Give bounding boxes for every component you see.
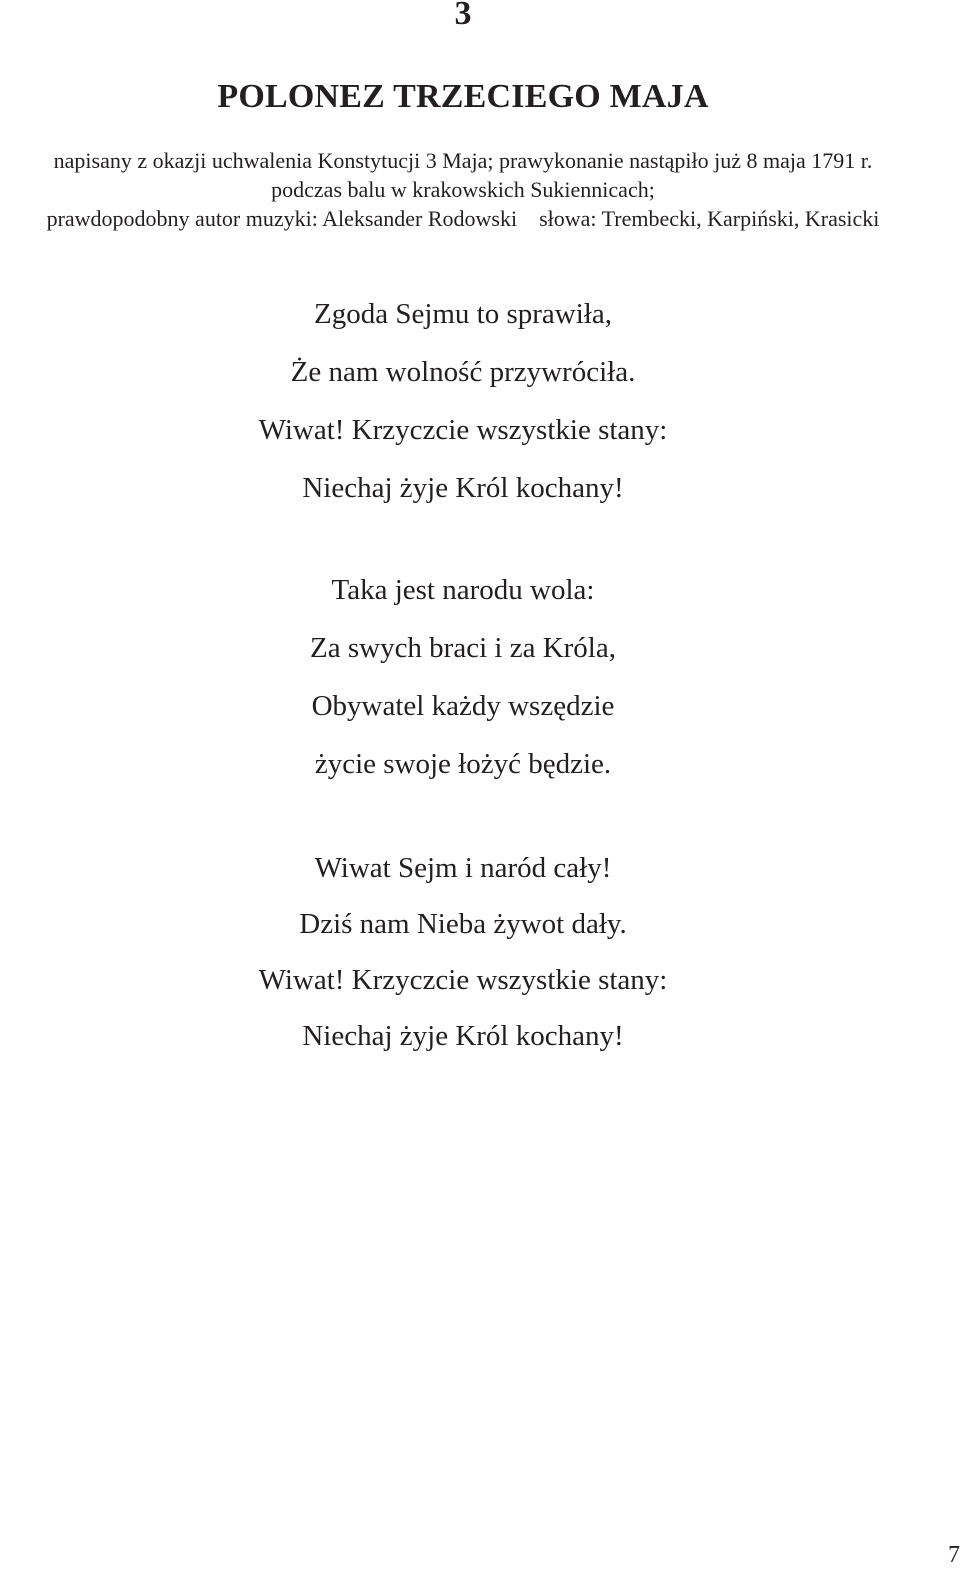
stanza-3	[0, 840, 926, 1064]
song-number: 3	[454, 0, 472, 32]
verse-line: Wiwat! Krzyczcie wszystkie stany:	[258, 414, 668, 446]
verse-line: Wiwat Sejm i naród cały!	[314, 852, 612, 884]
verse-line: Obywatel każdy wszędzie	[311, 690, 615, 722]
verse-line: Taka jest narodu wola:	[331, 574, 595, 606]
subtitle-line: podczas balu w krakowskich Sukiennicach;	[271, 177, 655, 202]
verse-line: życie swoje łożyć będzie.	[314, 748, 612, 780]
verse-line: Dziś nam Nieba żywot dały.	[299, 908, 627, 940]
subtitle-line: prawdopodobny autor muzyki: Aleksander Rodowski słowa: Trembecki, Karpiński, Krasicki	[46, 206, 880, 231]
stanza-1	[0, 285, 926, 517]
verse-line: Że nam wolność przywróciła.	[290, 356, 636, 388]
subtitle-line: napisany z okazji uchwalenia Konstytucji 3 Maja; prawykonanie nastąpiło już 8 maja 1791 r.	[53, 148, 873, 173]
song-title: POLONEZ TRZECIEGO MAJA	[217, 78, 709, 115]
stanza-2	[0, 561, 926, 793]
verse-line: Niechaj żyje Król kochany!	[302, 1020, 624, 1052]
verse-line: Zgoda Sejmu to sprawiła,	[313, 298, 612, 330]
page-number: 7	[948, 1542, 960, 1568]
song-subtitle	[0, 146, 926, 233]
verse-line: Niechaj żyje Król kochany!	[302, 472, 624, 504]
verse-line: Za swych braci i za Króla,	[310, 632, 616, 664]
verse-line: Wiwat! Krzyczcie wszystkie stany:	[258, 964, 668, 996]
